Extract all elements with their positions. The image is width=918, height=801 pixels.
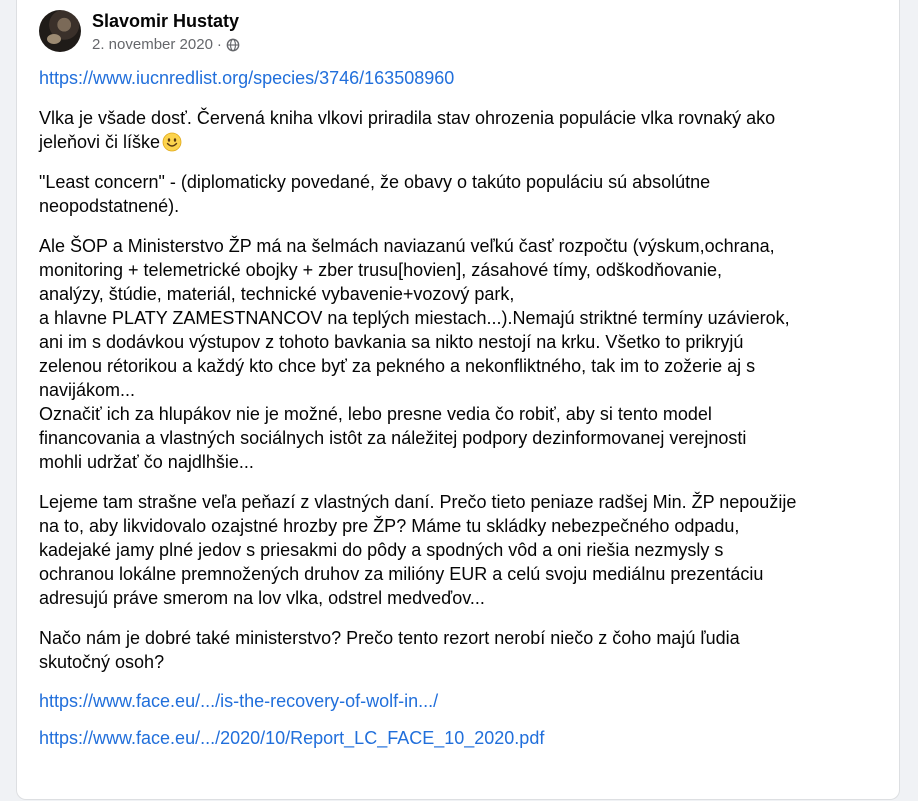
- avatar[interactable]: [39, 10, 81, 52]
- post-body: [39, 66, 879, 750]
- author-name[interactable]: Slavomir Hustaty: [92, 11, 240, 31]
- iucn-link[interactable]: https://www.iucnredlist.org/species/3746/163508960: [39, 68, 455, 88]
- post-header-text: [92, 10, 240, 54]
- paragraph-1: [39, 106, 879, 154]
- meta-separator: ·: [216, 36, 222, 53]
- paragraph-1-text: Vlka je všade dosť. Červená kniha vlkovi priradila stav ohrozenia populácie vlka rovnaký ako jeleňovi či líške: [39, 108, 776, 152]
- face-link-report[interactable]: https://www.face.eu/.../2020/10/Report_LC_FACE_10_2020.pdf: [39, 728, 545, 748]
- smiley-emoji: [162, 132, 182, 152]
- post-meta: [92, 36, 240, 54]
- globe-icon[interactable]: [226, 38, 240, 52]
- post-date[interactable]: 2. november 2020: [92, 36, 213, 53]
- post-header: [39, 10, 240, 54]
- paragraph-4: Lejeme tam strašne veľa peňazí z vlastných daní. Prečo tieto peniaze radšej Min. ŽP nepoužije na to, aby likvidovalo ozajstné hrozby pre ŽP? Máme tu skládky nebezpečného odpadu, kadejaké jamy plné jedov s priesakmi do pôdy a spodných vôd a oni riešia nezmysly s ochranou lokálne premnožených druhov za milióny EUR a celú svoju mediálnu prezentáciu adresujú práve smerom na lov vlka, odstrel medveďov...: [39, 492, 797, 608]
- paragraph-5: Načo nám je dobré také ministerstvo? Prečo tento rezort nerobí niečo z čoho majú ľudia skutočný osoh?: [39, 628, 740, 672]
- post-card: [16, 0, 900, 800]
- face-link-recovery[interactable]: https://www.face.eu/.../is-the-recovery-of-wolf-in.../: [39, 691, 439, 711]
- paragraph-3: Ale ŠOP a Ministerstvo ŽP má na šelmách naviazanú veľkú časť rozpočtu (výskum,ochrana, monitoring + telemetrické obojky + zber trusu[hovien], zásahové tímy, odškodňovanie, analýzy, štúdie, materiál, technické vybavenie+vozový park, a hlavne PLATY ZAMESTNANCOV na teplých miestach...).Nemajú striktné termíny uzávierok, ani im s dodávkou výstupov z tohoto bavkania sa nikto nestojí na krku. Všetko to prikryjú zelenou rétorikou a každý kto chce byť za pekného a nekonfliktného, tak im to zožerie aj s navijákom... Označiť ich za hlupákov nie je možné, lebo presne vedia čo robiť, aby si tento model financovania a vlastných sociálnych istôt za náležitej podpory dezinformovanej verejnosti mohli udržať čo najdlhšie...: [39, 236, 790, 472]
- paragraph-2: "Least concern" - (diplomaticky povedané, že obavy o takúto populáciu sú absolútne neopodstatnené).: [39, 172, 711, 216]
